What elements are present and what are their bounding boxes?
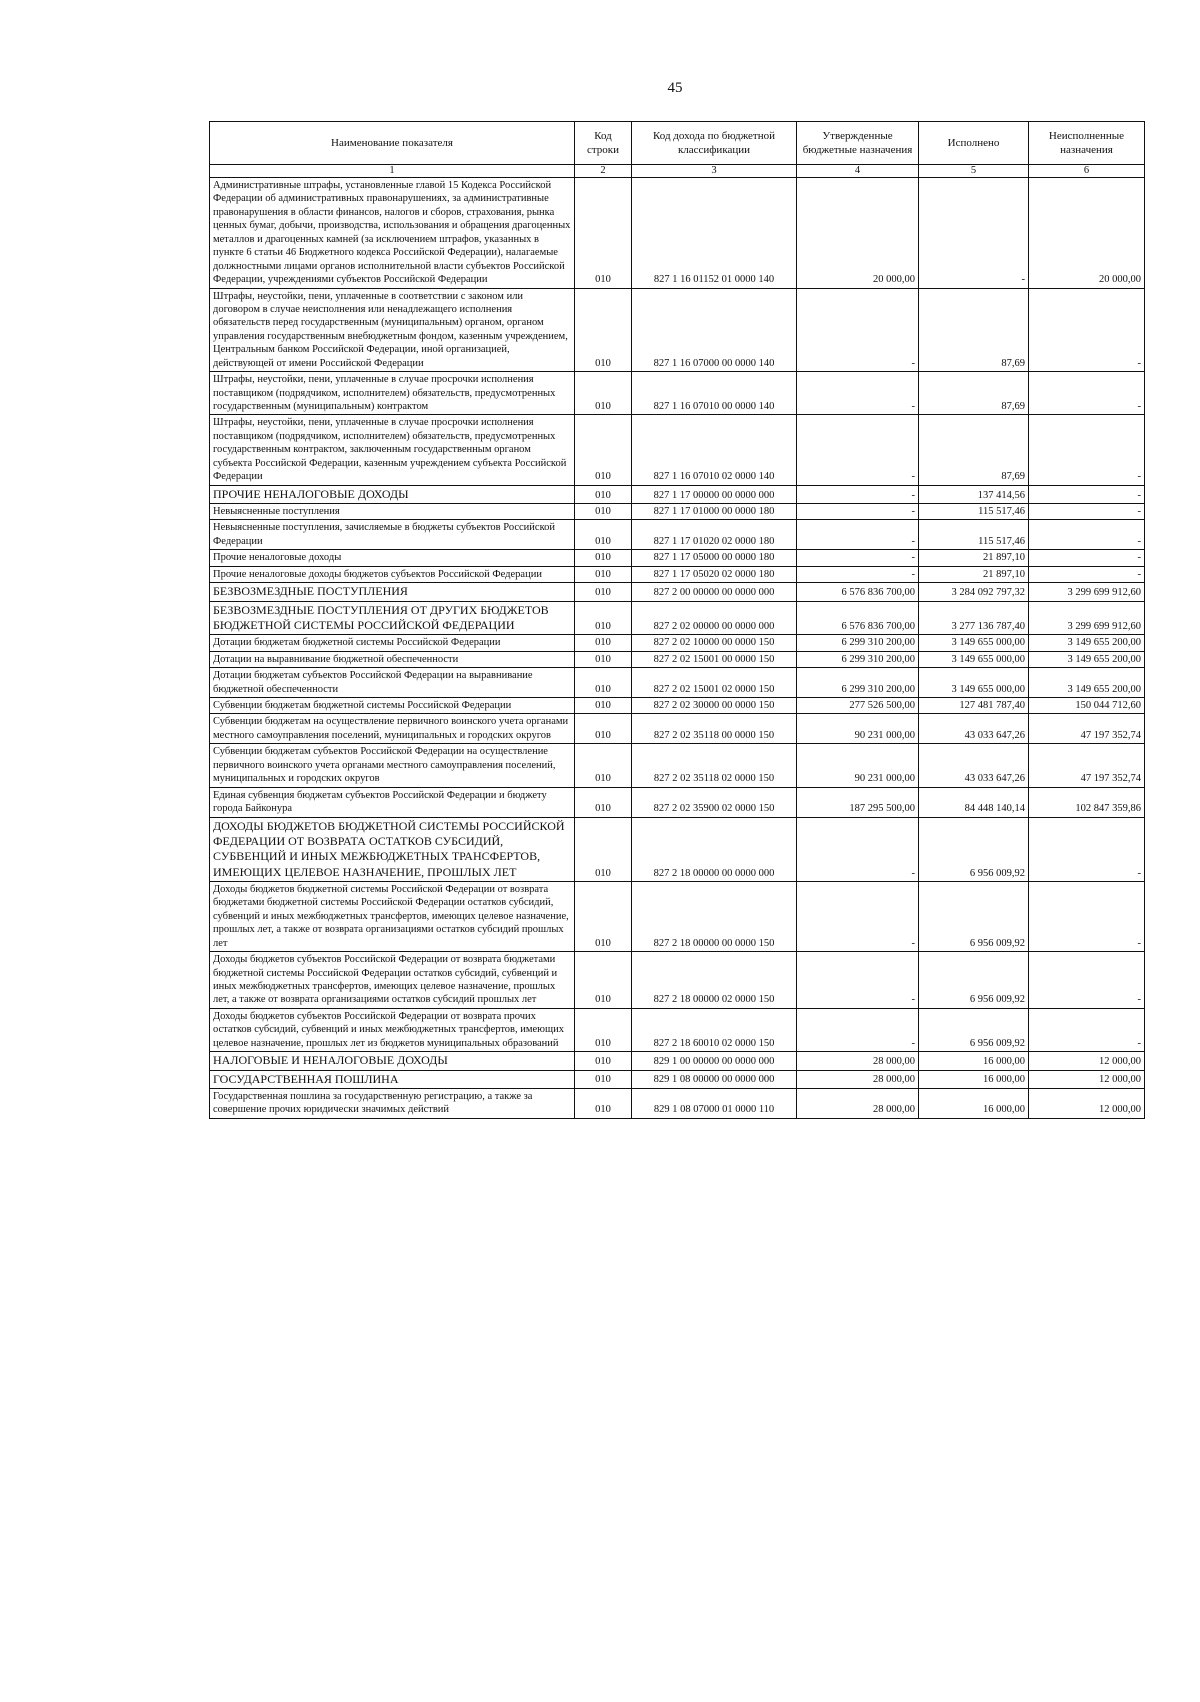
approved-amount-cell: - bbox=[797, 415, 919, 485]
indicator-name-cell: Доходы бюджетов бюджетной системы Российской Федерации от возврата бюджетами бюджетной системы Российской Федерации остатков субсидий, субвенций и иных межбюджетных трансфертов, имеющих целевое назначение, прошлых лет, а также от возврата организациями остатков субсидий прошлых лет bbox=[210, 881, 575, 951]
indicator-name-cell: Субвенции бюджетам субъектов Российской Федерации на осуществление первичного воинского учета органами местного самоуправления поселений, муниципальных и городских округов bbox=[210, 744, 575, 787]
header-unexecuted: Неисполненные назначения bbox=[1029, 122, 1145, 165]
row-code-cell: 010 bbox=[575, 952, 632, 1009]
page-number: 45 bbox=[667, 80, 683, 96]
approved-amount-cell: - bbox=[797, 288, 919, 372]
executed-amount-cell: 87,69 bbox=[919, 288, 1029, 372]
row-code-cell: 010 bbox=[575, 550, 632, 566]
indicator-name-cell: Невыясненные поступления, зачисляемые в бюджеты субъектов Российской Федерации bbox=[210, 520, 575, 550]
approved-amount-cell: 277 526 500,00 bbox=[797, 698, 919, 714]
indicator-name-cell: Штрафы, неустойки, пени, уплаченные в случае просрочки исполнения поставщиком (подрядчиком, исполнителем) обязательств, предусмотренных государственным контрактом, заключенным государственным органом субъекта Российской Федерации, казенным учреждением субъекта Российской Федерации bbox=[210, 415, 575, 485]
indicator-name-cell: Единая субвенция бюджетам субъектов Российской Федерации и бюджету города Байконура bbox=[210, 787, 575, 817]
approved-amount-cell: - bbox=[797, 566, 919, 582]
approved-amount-cell: - bbox=[797, 520, 919, 550]
unexecuted-amount-cell: - bbox=[1029, 881, 1145, 951]
row-code-cell: 010 bbox=[575, 1088, 632, 1118]
table-row bbox=[210, 415, 1145, 485]
column-number: 1 bbox=[210, 165, 575, 178]
row-code-cell: 010 bbox=[575, 787, 632, 817]
approved-amount-cell: 90 231 000,00 bbox=[797, 714, 919, 744]
indicator-name-cell: Дотации на выравнивание бюджетной обеспеченности bbox=[210, 651, 575, 667]
table-row bbox=[210, 714, 1145, 744]
executed-amount-cell: 6 956 009,92 bbox=[919, 952, 1029, 1009]
approved-amount-cell: 6 299 310 200,00 bbox=[797, 635, 919, 651]
header-approved: Утвержденные бюджетные назначения bbox=[797, 122, 919, 165]
executed-amount-cell: 16 000,00 bbox=[919, 1070, 1029, 1088]
indicator-name-cell: ДОХОДЫ БЮДЖЕТОВ БЮДЖЕТНОЙ СИСТЕМЫ РОССИЙСКОЙ ФЕДЕРАЦИИ ОТ ВОЗВРАТА ОСТАТКОВ СУБСИДИЙ, СУБВЕНЦИЙ И ИНЫХ МЕЖБЮДЖЕТНЫХ ТРАНСФЕРТОВ, ИМЕЮЩИХ ЦЕЛЕВОЕ НАЗНАЧЕНИЕ, ПРОШЛЫХ ЛЕТ bbox=[210, 817, 575, 881]
executed-amount-cell: 115 517,46 bbox=[919, 520, 1029, 550]
income-code-cell: 829 1 08 07000 01 0000 110 bbox=[632, 1088, 797, 1118]
indicator-name-cell: БЕЗВОЗМЕЗДНЫЕ ПОСТУПЛЕНИЯ ОТ ДРУГИХ БЮДЖЕТОВ БЮДЖЕТНОЙ СИСТЕМЫ РОССИЙСКОЙ ФЕДЕРАЦИИ bbox=[210, 601, 575, 635]
indicator-name-cell: Дотации бюджетам субъектов Российской Федерации на выравнивание бюджетной обеспеченности bbox=[210, 668, 575, 698]
executed-amount-cell: 43 033 647,26 bbox=[919, 714, 1029, 744]
income-code-cell: 827 1 16 01152 01 0000 140 bbox=[632, 178, 797, 289]
income-code-cell: 827 2 02 35900 02 0000 150 bbox=[632, 787, 797, 817]
indicator-name-cell: Субвенции бюджетам на осуществление первичного воинского учета органами местного самоуправления поселений, муниципальных и городских округов bbox=[210, 714, 575, 744]
executed-amount-cell: 3 149 655 000,00 bbox=[919, 668, 1029, 698]
approved-amount-cell: - bbox=[797, 817, 919, 881]
approved-amount-cell: 20 000,00 bbox=[797, 178, 919, 289]
executed-amount-cell: 87,69 bbox=[919, 415, 1029, 485]
indicator-name-cell: Штрафы, неустойки, пени, уплаченные в случае просрочки исполнения поставщиком (подрядчиком, исполнителем) обязательств, предусмотренных государственным (муниципальным) контрактом bbox=[210, 372, 575, 415]
row-code-cell: 010 bbox=[575, 698, 632, 714]
unexecuted-amount-cell: - bbox=[1029, 372, 1145, 415]
income-code-cell: 827 2 02 30000 00 0000 150 bbox=[632, 698, 797, 714]
approved-amount-cell: 6 299 310 200,00 bbox=[797, 668, 919, 698]
unexecuted-amount-cell: 12 000,00 bbox=[1029, 1070, 1145, 1088]
table-body bbox=[210, 178, 1145, 1119]
table-row bbox=[210, 288, 1145, 372]
unexecuted-amount-cell: - bbox=[1029, 1008, 1145, 1051]
indicator-name-cell: Дотации бюджетам бюджетной системы Российской Федерации bbox=[210, 635, 575, 651]
income-code-cell: 827 2 02 15001 02 0000 150 bbox=[632, 668, 797, 698]
income-code-cell: 827 2 02 15001 00 0000 150 bbox=[632, 651, 797, 667]
income-code-cell: 827 2 02 10000 00 0000 150 bbox=[632, 635, 797, 651]
header-executed: Исполнено bbox=[919, 122, 1029, 165]
unexecuted-amount-cell: - bbox=[1029, 550, 1145, 566]
indicator-name-cell: Доходы бюджетов субъектов Российской Федерации от возврата бюджетами бюджетной системы Российской Федерации остатков субсидий, субвенций и иных межбюджетных трансфертов, имеющих целевое назначение, прошлых лет, а также от возврата организациями остатков субсидий прошлых лет bbox=[210, 952, 575, 1009]
row-code-cell: 010 bbox=[575, 1008, 632, 1051]
executed-amount-cell: 16 000,00 bbox=[919, 1052, 1029, 1070]
table-row bbox=[210, 1088, 1145, 1118]
column-number: 5 bbox=[919, 165, 1029, 178]
indicator-name-cell: НАЛОГОВЫЕ И НЕНАЛОГОВЫЕ ДОХОДЫ bbox=[210, 1052, 575, 1070]
unexecuted-amount-cell: 3 149 655 200,00 bbox=[1029, 668, 1145, 698]
table-header-row bbox=[210, 122, 1145, 165]
table-row bbox=[210, 952, 1145, 1009]
executed-amount-cell: 3 277 136 787,40 bbox=[919, 601, 1029, 635]
executed-amount-cell: 3 284 092 797,32 bbox=[919, 583, 1029, 601]
executed-amount-cell: 21 897,10 bbox=[919, 550, 1029, 566]
row-code-cell: 010 bbox=[575, 881, 632, 951]
indicator-name-cell: БЕЗВОЗМЕЗДНЫЕ ПОСТУПЛЕНИЯ bbox=[210, 583, 575, 601]
income-code-cell: 827 1 16 07010 00 0000 140 bbox=[632, 372, 797, 415]
approved-amount-cell: 28 000,00 bbox=[797, 1052, 919, 1070]
table-row bbox=[210, 744, 1145, 787]
unexecuted-amount-cell: 20 000,00 bbox=[1029, 178, 1145, 289]
income-code-cell: 827 2 18 00000 02 0000 150 bbox=[632, 952, 797, 1009]
unexecuted-amount-cell: - bbox=[1029, 503, 1145, 519]
executed-amount-cell: 84 448 140,14 bbox=[919, 787, 1029, 817]
table-row bbox=[210, 583, 1145, 601]
row-code-cell: 010 bbox=[575, 1070, 632, 1088]
row-code-cell: 010 bbox=[575, 668, 632, 698]
approved-amount-cell: 90 231 000,00 bbox=[797, 744, 919, 787]
budget-execution-table bbox=[209, 121, 1145, 1119]
row-code-cell: 010 bbox=[575, 651, 632, 667]
income-code-cell: 827 1 17 01000 00 0000 180 bbox=[632, 503, 797, 519]
row-code-cell: 010 bbox=[575, 714, 632, 744]
approved-amount-cell: - bbox=[797, 485, 919, 503]
income-code-cell: 829 1 08 00000 00 0000 000 bbox=[632, 1070, 797, 1088]
approved-amount-cell: - bbox=[797, 550, 919, 566]
unexecuted-amount-cell: 3 149 655 200,00 bbox=[1029, 635, 1145, 651]
income-code-cell: 827 2 18 00000 00 0000 000 bbox=[632, 817, 797, 881]
executed-amount-cell: 16 000,00 bbox=[919, 1088, 1029, 1118]
column-number: 4 bbox=[797, 165, 919, 178]
header-indicator-name: Наименование показателя bbox=[210, 122, 575, 165]
indicator-name-cell: ПРОЧИЕ НЕНАЛОГОВЫЕ ДОХОДЫ bbox=[210, 485, 575, 503]
executed-amount-cell: 127 481 787,40 bbox=[919, 698, 1029, 714]
unexecuted-amount-cell: - bbox=[1029, 566, 1145, 582]
indicator-name-cell: Невыясненные поступления bbox=[210, 503, 575, 519]
unexecuted-amount-cell: 102 847 359,86 bbox=[1029, 787, 1145, 817]
row-code-cell: 010 bbox=[575, 372, 632, 415]
column-number: 2 bbox=[575, 165, 632, 178]
approved-amount-cell: - bbox=[797, 1008, 919, 1051]
row-code-cell: 010 bbox=[575, 566, 632, 582]
income-code-cell: 827 1 17 05000 00 0000 180 bbox=[632, 550, 797, 566]
unexecuted-amount-cell: 150 044 712,60 bbox=[1029, 698, 1145, 714]
row-code-cell: 010 bbox=[575, 635, 632, 651]
income-code-cell: 827 1 16 07010 02 0000 140 bbox=[632, 415, 797, 485]
approved-amount-cell: - bbox=[797, 503, 919, 519]
income-code-cell: 827 1 17 01020 02 0000 180 bbox=[632, 520, 797, 550]
approved-amount-cell: 6 576 836 700,00 bbox=[797, 601, 919, 635]
approved-amount-cell: 6 299 310 200,00 bbox=[797, 651, 919, 667]
income-code-cell: 829 1 00 00000 00 0000 000 bbox=[632, 1052, 797, 1070]
table-row bbox=[210, 635, 1145, 651]
indicator-name-cell: Штрафы, неустойки, пени, уплаченные в соответствии с законом или договором в случае неисполнения или ненадлежащего исполнения обязательств перед государственным (муниципальным) органом, органом управления государственным внебюджетным фондом, казенным учреждением, Центральным банком Российской Федерации, иной организацией, действующей от имени Российской Федерации bbox=[210, 288, 575, 372]
table-row bbox=[210, 817, 1145, 881]
unexecuted-amount-cell: 3 299 699 912,60 bbox=[1029, 583, 1145, 601]
executed-amount-cell: 3 149 655 000,00 bbox=[919, 651, 1029, 667]
unexecuted-amount-cell: 12 000,00 bbox=[1029, 1088, 1145, 1118]
unexecuted-amount-cell: - bbox=[1029, 952, 1145, 1009]
table-row bbox=[210, 485, 1145, 503]
table-row bbox=[210, 787, 1145, 817]
row-code-cell: 010 bbox=[575, 288, 632, 372]
income-code-cell: 827 2 18 60010 02 0000 150 bbox=[632, 1008, 797, 1051]
income-code-cell: 827 1 17 05020 02 0000 180 bbox=[632, 566, 797, 582]
approved-amount-cell: 6 576 836 700,00 bbox=[797, 583, 919, 601]
unexecuted-amount-cell: 3 299 699 912,60 bbox=[1029, 601, 1145, 635]
executed-amount-cell: 87,69 bbox=[919, 372, 1029, 415]
table-row bbox=[210, 1008, 1145, 1051]
table-row bbox=[210, 668, 1145, 698]
table-row bbox=[210, 1052, 1145, 1070]
header-income-code: Код дохода по бюджетной классификации bbox=[632, 122, 797, 165]
executed-amount-cell: 21 897,10 bbox=[919, 566, 1029, 582]
row-code-cell: 010 bbox=[575, 485, 632, 503]
executed-amount-cell: 6 956 009,92 bbox=[919, 881, 1029, 951]
unexecuted-amount-cell: - bbox=[1029, 520, 1145, 550]
row-code-cell: 010 bbox=[575, 601, 632, 635]
indicator-name-cell: Субвенции бюджетам бюджетной системы Российской Федерации bbox=[210, 698, 575, 714]
table-row bbox=[210, 698, 1145, 714]
approved-amount-cell: 28 000,00 bbox=[797, 1070, 919, 1088]
row-code-cell: 010 bbox=[575, 520, 632, 550]
unexecuted-amount-cell: 47 197 352,74 bbox=[1029, 714, 1145, 744]
table-row bbox=[210, 881, 1145, 951]
row-code-cell: 010 bbox=[575, 503, 632, 519]
income-code-cell: 827 2 02 35118 02 0000 150 bbox=[632, 744, 797, 787]
row-code-cell: 010 bbox=[575, 817, 632, 881]
income-code-cell: 827 2 02 00000 00 0000 000 bbox=[632, 601, 797, 635]
table-row bbox=[210, 1070, 1145, 1088]
approved-amount-cell: - bbox=[797, 881, 919, 951]
income-code-cell: 827 2 00 00000 00 0000 000 bbox=[632, 583, 797, 601]
executed-amount-cell: 3 149 655 000,00 bbox=[919, 635, 1029, 651]
unexecuted-amount-cell: 3 149 655 200,00 bbox=[1029, 651, 1145, 667]
executed-amount-cell: 6 956 009,92 bbox=[919, 1008, 1029, 1051]
table-row bbox=[210, 178, 1145, 289]
executed-amount-cell: 43 033 647,26 bbox=[919, 744, 1029, 787]
unexecuted-amount-cell: 47 197 352,74 bbox=[1029, 744, 1145, 787]
table-row bbox=[210, 372, 1145, 415]
table-row bbox=[210, 566, 1145, 582]
approved-amount-cell: - bbox=[797, 952, 919, 1009]
indicator-name-cell: Прочие неналоговые доходы bbox=[210, 550, 575, 566]
income-code-cell: 827 2 02 35118 00 0000 150 bbox=[632, 714, 797, 744]
row-code-cell: 010 bbox=[575, 415, 632, 485]
row-code-cell: 010 bbox=[575, 178, 632, 289]
executed-amount-cell: - bbox=[919, 178, 1029, 289]
row-code-cell: 010 bbox=[575, 583, 632, 601]
indicator-name-cell: Доходы бюджетов субъектов Российской Федерации от возврата прочих остатков субсидий, субвенций и иных межбюджетных трансфертов, имеющих целевое назначение, прошлых лет из бюджетов муниципальных образований bbox=[210, 1008, 575, 1051]
table-row bbox=[210, 503, 1145, 519]
executed-amount-cell: 137 414,56 bbox=[919, 485, 1029, 503]
header-row-code: Код строки bbox=[575, 122, 632, 165]
approved-amount-cell: 28 000,00 bbox=[797, 1088, 919, 1118]
row-code-cell: 010 bbox=[575, 1052, 632, 1070]
executed-amount-cell: 6 956 009,92 bbox=[919, 817, 1029, 881]
column-number: 6 bbox=[1029, 165, 1145, 178]
approved-amount-cell: 187 295 500,00 bbox=[797, 787, 919, 817]
income-code-cell: 827 2 18 00000 00 0000 150 bbox=[632, 881, 797, 951]
column-number: 3 bbox=[632, 165, 797, 178]
unexecuted-amount-cell: - bbox=[1029, 817, 1145, 881]
executed-amount-cell: 115 517,46 bbox=[919, 503, 1029, 519]
table-row bbox=[210, 520, 1145, 550]
table-row bbox=[210, 550, 1145, 566]
table-row bbox=[210, 651, 1145, 667]
indicator-name-cell: Административные штрафы, установленные главой 15 Кодекса Российской Федерации об административных правонарушениях, за административные правонарушения в области финансов, налогов и сборов, страхования, рынка ценных бумаг, добычи, производства, использования и обращения драгоценных металлов и драгоценных камней (за исключением штрафов, указанных в пункте 6 статьи 46 Бюджетного кодекса Российской Федерации), налагаемые должностными лицами органов исполнительной власти субъектов Российской Федерации, учреждениями субъектов Российской Федерации bbox=[210, 178, 575, 289]
income-code-cell: 827 1 16 07000 00 0000 140 bbox=[632, 288, 797, 372]
indicator-name-cell: ГОСУДАРСТВЕННАЯ ПОШЛИНА bbox=[210, 1070, 575, 1088]
table-row bbox=[210, 601, 1145, 635]
indicator-name-cell: Прочие неналоговые доходы бюджетов субъектов Российской Федерации bbox=[210, 566, 575, 582]
unexecuted-amount-cell: - bbox=[1029, 415, 1145, 485]
unexecuted-amount-cell: - bbox=[1029, 288, 1145, 372]
unexecuted-amount-cell: - bbox=[1029, 485, 1145, 503]
unexecuted-amount-cell: 12 000,00 bbox=[1029, 1052, 1145, 1070]
income-code-cell: 827 1 17 00000 00 0000 000 bbox=[632, 485, 797, 503]
column-number-row bbox=[210, 165, 1145, 178]
approved-amount-cell: - bbox=[797, 372, 919, 415]
row-code-cell: 010 bbox=[575, 744, 632, 787]
indicator-name-cell: Государственная пошлина за государственную регистрацию, а также за совершение прочих юридически значимых действий bbox=[210, 1088, 575, 1118]
